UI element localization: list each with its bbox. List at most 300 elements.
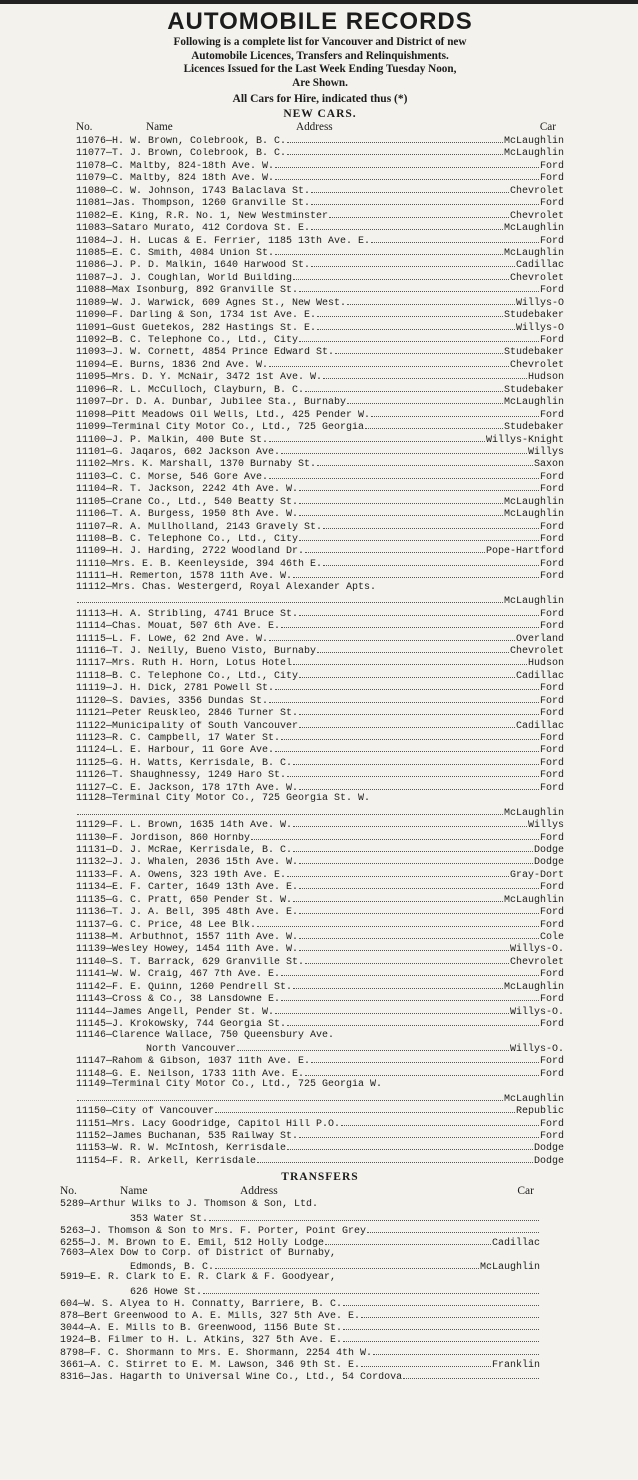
record-name-address: —F. C. Shormann to Mrs. E. Shormann, 2254 4th W.: [84, 1347, 373, 1358]
record-car-make: Cadillac: [515, 670, 564, 682]
record-row: [76, 296, 564, 308]
record-car-make: Ford: [539, 832, 564, 843]
record-row: [76, 271, 564, 283]
intro-line-1: Following is a complete list for Vancouver and District of new: [173, 36, 467, 48]
record-number: 11142: [76, 981, 107, 993]
record-number: 11121: [76, 708, 107, 719]
record-number: 11139: [76, 944, 107, 955]
record-number: 11126: [76, 770, 107, 781]
leader-dots: [299, 283, 539, 292]
record-car-make: Studebaker: [503, 384, 564, 396]
column-header-car: Car: [517, 1185, 534, 1198]
record-row-continuation: [76, 1042, 564, 1054]
record-row: [76, 520, 564, 532]
record-number: 11102: [76, 459, 107, 470]
record-car-make: Ford: [539, 733, 564, 744]
record-name-address: —B. C. Telephone Co., Ltd., City: [106, 670, 299, 682]
new-cars-list: [76, 134, 564, 1166]
leader-dots: [299, 855, 533, 864]
record-car-make: Dodge: [533, 844, 564, 856]
record-car-make: Saxon: [533, 459, 564, 470]
record-number: 11087: [76, 272, 107, 284]
record-car-make: Franklin: [491, 1359, 540, 1370]
record-name-address: —J. J. Whalen, 2036 15th Ave. W.: [106, 857, 299, 868]
record-row: [76, 719, 564, 731]
record-row: [60, 1358, 540, 1370]
record-number: 11149: [76, 1079, 107, 1091]
record-car-make: Ford: [539, 1118, 564, 1129]
record-name-address: —Mrs. K. Marshall, 1370 Burnaby St.: [106, 459, 317, 470]
record-number: 11141: [76, 969, 107, 980]
leader-dots: [275, 681, 539, 690]
record-car-make: Cadillac: [491, 1237, 540, 1249]
leader-dots: [299, 719, 515, 728]
record-name-address: —Cross & Co., 38 Lansdowne E.: [106, 994, 281, 1005]
leader-dots: [317, 308, 503, 317]
record-number: 11111: [76, 571, 107, 582]
record-row: [76, 1117, 564, 1129]
record-name-address: —R. A. Mullholland, 2143 Gravely St.: [106, 521, 323, 532]
leader-dots: [299, 905, 539, 914]
record-row: [76, 234, 564, 246]
record-number: 11124: [76, 745, 107, 756]
leader-dots: [287, 146, 503, 155]
record-name-address: —Bert Greenwood to A. E. Mills, 327 5th Ave. E.: [78, 1311, 361, 1322]
record-row: [76, 1141, 564, 1153]
record-number: 11131: [76, 844, 107, 856]
column-header-address: Address: [240, 1185, 278, 1198]
leader-dots: [203, 1285, 539, 1294]
record-car-make: Dodge: [533, 857, 564, 868]
record-row: [76, 731, 564, 743]
record-name-address: —J. P. D. Malkin, 1640 Harwood St.: [106, 260, 311, 271]
leader-dots: [311, 1054, 539, 1063]
record-name-address: —T. J. A. Bell, 395 48th Ave. E.: [106, 907, 299, 918]
leader-dots: [209, 1212, 539, 1221]
record-name-address: —T. J. Neilly, Bueno Visto, Burnaby: [106, 645, 317, 657]
leader-dots: [299, 482, 539, 491]
record-name-address: —H. A. Stribling, 4741 Bruce St.: [106, 608, 299, 620]
record-row: [76, 345, 564, 357]
record-name-address: —H. J. Harding, 2722 Woodland Dr.: [106, 546, 305, 557]
record-row: [76, 607, 564, 619]
record-car-make: Ford: [539, 608, 564, 620]
record-name-address: —Municipality of South Vancouver: [106, 720, 299, 731]
record-row: [76, 1054, 564, 1066]
record-car-make: Ford: [539, 882, 564, 893]
record-row: [76, 1079, 564, 1091]
record-row: [76, 482, 564, 494]
leader-dots: [269, 632, 515, 641]
record-row: [76, 1017, 564, 1029]
record-row: [76, 656, 564, 668]
record-car-make: McLaughlin: [503, 981, 564, 993]
record-car-make: Ford: [539, 919, 564, 930]
record-name-address: —City of Vancouver: [106, 1106, 215, 1117]
record-address-continuation: 353 Water St.: [130, 1213, 209, 1224]
record-car-make: Ford: [539, 235, 564, 246]
record-row: [76, 855, 564, 867]
record-car-make: Dodge: [533, 1143, 564, 1154]
record-row-continuation: [76, 1092, 564, 1104]
record-car-make: Studebaker: [503, 310, 564, 321]
record-car-make: Chevrolet: [509, 645, 564, 657]
record-name-address: —Max Isonburg, 892 Granville St.: [106, 285, 299, 296]
record-car-make: Studebaker: [503, 422, 564, 433]
record-car-make: McLaughlin: [503, 509, 564, 520]
record-name-address: —E. R. Clark to E. R. Clark & F. Goodyear,: [84, 1272, 337, 1284]
record-row: [76, 1005, 564, 1017]
record-name-address: —F. L. Brown, 1635 14th Ave. W.: [106, 820, 293, 831]
leader-dots: [299, 669, 515, 678]
record-row: [76, 1104, 564, 1116]
record-row: [60, 1321, 540, 1333]
record-row: [76, 358, 564, 370]
record-name-address: —Mrs. Ruth H. Horn, Lotus Hotel: [106, 658, 293, 669]
record-number: 5289: [60, 1199, 85, 1211]
leader-dots: [299, 532, 539, 541]
leader-dots: [341, 1117, 539, 1126]
leader-dots: [299, 930, 539, 939]
record-number: 11119: [76, 683, 107, 694]
record-number: 878: [60, 1311, 79, 1322]
record-number: 11129: [76, 820, 107, 831]
record-row: [76, 246, 564, 258]
record-name-address: —Pitt Meadows Oil Wells, Ltd., 425 Pender W.: [106, 409, 371, 421]
record-name-address: —Alex Dow to Corp. of District of Burnaby,: [84, 1248, 337, 1260]
record-name-address: —Crane Co., Ltd., 540 Beatty St.: [106, 496, 299, 508]
record-name-address: —J. Thomson & Son to Mrs. F. Porter, Point Grey: [84, 1225, 367, 1236]
record-number: 11145: [76, 1019, 107, 1030]
record-row: [76, 706, 564, 718]
record-number: 11085: [76, 247, 107, 259]
record-car-make: Ford: [539, 521, 564, 532]
leader-dots: [323, 370, 527, 379]
record-car-make: McLaughlin: [503, 894, 564, 906]
leader-dots: [257, 918, 539, 927]
record-row: [76, 868, 564, 880]
record-number: 11135: [76, 894, 107, 906]
leader-dots: [269, 694, 539, 703]
leader-dots: [343, 1333, 539, 1342]
leader-dots: [269, 358, 509, 367]
record-name-address: —D. J. McRae, Kerrisdale, B. C.: [106, 844, 293, 856]
record-name-address: —T. A. Burgess, 1950 8th Ave. W.: [106, 509, 299, 520]
new-cars-heading: NEW CARS.: [283, 108, 357, 120]
record-car-make: Willys-O.: [509, 944, 564, 955]
record-number: 11082: [76, 210, 107, 222]
record-car-make: Chevrolet: [509, 956, 564, 968]
record-name-address: —Mrs. Lacy Goodridge, Capitol Hill P.O.: [106, 1118, 341, 1129]
record-name-address: —G. H. Watts, Kerrisdale, B. C.: [106, 757, 293, 769]
leader-dots: [269, 470, 539, 479]
leader-dots: [281, 619, 539, 628]
record-row: [76, 880, 564, 892]
record-car-make: Republic: [515, 1106, 564, 1117]
record-row-continuation: [60, 1212, 540, 1224]
record-car-make: Willys-Knight: [485, 434, 564, 445]
new-cars-column-headers: [76, 121, 564, 134]
record-name-address: —W. R. W. McIntosh, Kerrisdale: [106, 1143, 287, 1154]
record-name-address: —F. E. Quinn, 1260 Pendrell St.: [106, 981, 293, 993]
record-car-make: Ford: [539, 160, 564, 172]
record-row: [60, 1272, 540, 1284]
hire-note: All Cars for Hire, indicated thus (*): [232, 93, 408, 105]
record-car-make: McLaughlin: [503, 397, 564, 408]
column-header-address: Address: [296, 121, 333, 133]
record-number: 11137: [76, 919, 107, 930]
leader-dots: [347, 296, 515, 305]
record-address-continuation: North Vancouver: [146, 1043, 237, 1055]
record-name-address: —C. C. Morse, 546 Gore Ave.: [106, 471, 269, 483]
column-header-no: No.: [76, 121, 93, 133]
leader-dots: [311, 258, 515, 267]
intro-line-4: Are Shown.: [292, 76, 348, 89]
record-name-address: —S. T. Barrack, 629 Granville St.: [106, 956, 305, 968]
record-car-make: Cadillac: [515, 720, 564, 731]
record-number: 1924: [60, 1335, 85, 1346]
record-name-address: —Jas. Thompson, 1260 Granville St.: [106, 198, 311, 209]
leader-dots: [371, 234, 539, 243]
leader-dots: [281, 967, 539, 976]
leader-dots: [293, 893, 503, 902]
record-row: [76, 743, 564, 755]
leader-dots: [317, 321, 515, 330]
record-number: 11088: [76, 285, 107, 296]
record-row: [76, 756, 564, 768]
record-row: [76, 831, 564, 843]
record-row: [76, 507, 564, 519]
record-row: [76, 258, 564, 270]
record-number: 11104: [76, 484, 107, 495]
record-number: 11133: [76, 869, 107, 881]
record-number: 11113: [76, 608, 107, 620]
record-row: [76, 209, 564, 221]
leader-dots: [299, 495, 503, 504]
record-row-continuation: [76, 806, 564, 818]
record-row: [76, 930, 564, 942]
record-row: [76, 569, 564, 581]
record-number: 11078: [76, 160, 107, 172]
record-row: [76, 544, 564, 556]
leader-dots: [323, 557, 539, 566]
record-row: [76, 1154, 564, 1166]
record-car-make: McLaughlin: [479, 1262, 540, 1273]
record-car-make: Chevrolet: [509, 185, 564, 197]
record-name-address: —C. E. Jackson, 178 17th Ave. W.: [106, 782, 299, 794]
record-name-address: —C. Maltby, 824-18th Ave. W.: [106, 160, 275, 172]
record-car-make: Ford: [539, 534, 564, 545]
record-row: [76, 1030, 564, 1042]
record-name-address: —L. E. Harbour, 11 Gore Ave.: [106, 745, 275, 756]
record-car-make: McLaughlin: [503, 496, 564, 508]
record-car-make: Ford: [539, 683, 564, 694]
record-row: [60, 1333, 540, 1345]
record-number: 11146: [76, 1029, 107, 1041]
leader-dots: [287, 868, 509, 877]
record-car-make: Ford: [539, 409, 564, 421]
record-name-address: —J. H. Lucas & E. Ferrier, 1185 13th Ave. E.: [106, 235, 371, 246]
record-car-make: Willys: [527, 820, 564, 831]
column-header-name: Name: [120, 1185, 148, 1198]
leader-dots: [281, 445, 527, 454]
record-number: 604: [60, 1298, 79, 1309]
column-header-name: Name: [146, 121, 173, 133]
record-row: [76, 980, 564, 992]
record-number: 11116: [76, 645, 107, 657]
record-number: 11136: [76, 907, 107, 918]
leader-dots: [343, 1321, 539, 1330]
record-number: 11151: [76, 1118, 107, 1129]
leader-dots: [275, 171, 539, 180]
record-row: [76, 632, 564, 644]
record-row: [76, 557, 564, 569]
record-number: 3661: [60, 1359, 85, 1370]
leader-dots: [257, 1154, 533, 1163]
record-row: [76, 445, 564, 457]
record-number: 11130: [76, 832, 107, 843]
record-address-continuation: Edmonds, B. C.: [130, 1262, 215, 1273]
record-name-address: —Dr. D. A. Dunbar, Jubilee Sta., Burnaby: [106, 397, 347, 408]
record-car-make: Chevrolet: [509, 210, 564, 222]
record-car-make: Ford: [539, 907, 564, 918]
leader-dots: [371, 408, 539, 417]
record-number: 11080: [76, 185, 107, 197]
record-car-make: Ford: [539, 484, 564, 495]
record-row: [76, 146, 564, 158]
record-number: 11122: [76, 720, 107, 731]
record-row: [76, 893, 564, 905]
record-number: 11153: [76, 1143, 107, 1154]
leader-dots: [361, 1358, 491, 1367]
record-name-address: —E. Burns, 1836 2nd Ave. W.: [106, 359, 269, 371]
record-name-address: —C. Maltby, 824 18th Ave. W.: [106, 173, 275, 184]
record-car-make: Willys-O: [515, 297, 564, 309]
record-number: 11098: [76, 409, 107, 421]
record-number: 6255: [60, 1237, 85, 1249]
record-number: 11150: [76, 1106, 107, 1117]
record-row: [76, 793, 564, 805]
record-row: [76, 433, 564, 445]
record-number: 11140: [76, 956, 107, 968]
record-number: 11090: [76, 310, 107, 321]
record-number: 11079: [76, 173, 107, 184]
record-car-make: Ford: [539, 621, 564, 632]
record-number: 11094: [76, 359, 107, 371]
leader-dots: [269, 433, 485, 442]
record-number: 11123: [76, 733, 107, 744]
record-name-address: —Terminal City Motor Co., 725 Georgia St. W.: [106, 793, 371, 805]
record-number: 11097: [76, 397, 107, 408]
record-number: 5263: [60, 1225, 85, 1236]
record-car-make: Ford: [539, 471, 564, 483]
record-number: 11084: [76, 235, 107, 246]
record-row: [60, 1297, 540, 1309]
record-car-make: Studebaker: [503, 347, 564, 358]
record-name-address: —B. C. Telephone Co., Ltd., City: [106, 534, 299, 545]
leader-dots: [299, 607, 539, 616]
record-car-make: McLaughlin: [503, 1093, 564, 1105]
record-address-continuation: 626 Howe St.: [130, 1286, 203, 1297]
leader-dots: [215, 1104, 515, 1113]
record-car-make: Ford: [539, 770, 564, 781]
record-row: [76, 470, 564, 482]
leader-dots: [77, 594, 503, 603]
record-row: [76, 420, 564, 432]
record-row: [76, 1129, 564, 1141]
record-number: 11077: [76, 148, 107, 159]
record-name-address: —G. C. Price, 48 Lee Blk.: [106, 919, 257, 930]
record-name-address: —Chas. Mouat, 507 6th Ave. E.: [106, 621, 281, 632]
record-name-address: —L. F. Lowe, 62 2nd Ave. W.: [106, 633, 269, 644]
record-row: [76, 159, 564, 171]
record-name-address: —J. P. Malkin, 400 Bute St.: [106, 434, 269, 445]
record-row: [76, 1067, 564, 1079]
intro-line-2: Automobile Licences, Transfers and Relinquishments.: [191, 49, 449, 62]
record-number: 11100: [76, 434, 107, 445]
record-row: [76, 308, 564, 320]
leader-dots: [299, 1129, 539, 1138]
record-name-address: —T. J. Brown, Colebrook, B. C.: [106, 148, 287, 159]
record-name-address: —R. T. Jackson, 2242 4th Ave. W.: [106, 484, 299, 495]
leader-dots: [365, 420, 503, 429]
record-car-make: Overland: [515, 633, 564, 644]
record-car-make: Willys-O: [515, 322, 564, 333]
record-number: 11103: [76, 471, 107, 483]
leader-dots: [251, 831, 539, 840]
leader-dots: [373, 1346, 539, 1355]
record-car-make: Ford: [539, 285, 564, 296]
leader-dots: [281, 992, 539, 1001]
record-row: [76, 619, 564, 631]
record-name-address: —E. F. Carter, 1649 13th Ave. E.: [106, 882, 299, 893]
record-row: [60, 1309, 540, 1321]
record-car-make: Chevrolet: [509, 272, 564, 284]
record-name-address: —A. E. Mills to B. Greenwood, 1156 Bute St.: [84, 1323, 343, 1334]
record-row: [60, 1199, 540, 1211]
record-car-make: Ford: [539, 745, 564, 756]
record-name-address: —R. C. Campbell, 17 Water St.: [106, 733, 281, 744]
record-row: [76, 644, 564, 656]
record-row: [76, 134, 564, 146]
record-row: [76, 395, 564, 407]
record-car-make: Ford: [539, 708, 564, 719]
record-car-make: Ford: [539, 1068, 564, 1080]
record-number: 11143: [76, 994, 107, 1005]
record-name-address: —J. M. Brown to E. Emil, 512 Holly Lodge: [84, 1237, 325, 1249]
record-car-make: Ford: [539, 198, 564, 209]
leader-dots: [361, 1309, 539, 1318]
record-name-address: —B. C. Telephone Co., Ltd., City: [106, 335, 299, 346]
leader-dots: [325, 1236, 491, 1245]
record-car-make: Dodge: [533, 1155, 564, 1167]
record-number: 11118: [76, 670, 107, 682]
leader-dots: [299, 880, 539, 889]
record-number: 11101: [76, 446, 107, 458]
record-car-make: McLaughlin: [503, 247, 564, 259]
record-car-make: McLaughlin: [503, 148, 564, 159]
record-row: [76, 582, 564, 594]
record-car-make: Ford: [539, 994, 564, 1005]
column-header-no: No.: [60, 1185, 77, 1198]
record-name-address: —F. A. Owens, 323 19th Ave. E.: [106, 869, 287, 881]
record-name-address: —B. Filmer to H. L. Atkins, 327 5th Ave. E.: [84, 1335, 343, 1346]
leader-dots: [305, 955, 509, 964]
leader-dots: [343, 1297, 539, 1306]
leader-dots: [299, 706, 539, 715]
record-car-make: Ford: [539, 571, 564, 582]
record-number: 11108: [76, 534, 107, 545]
